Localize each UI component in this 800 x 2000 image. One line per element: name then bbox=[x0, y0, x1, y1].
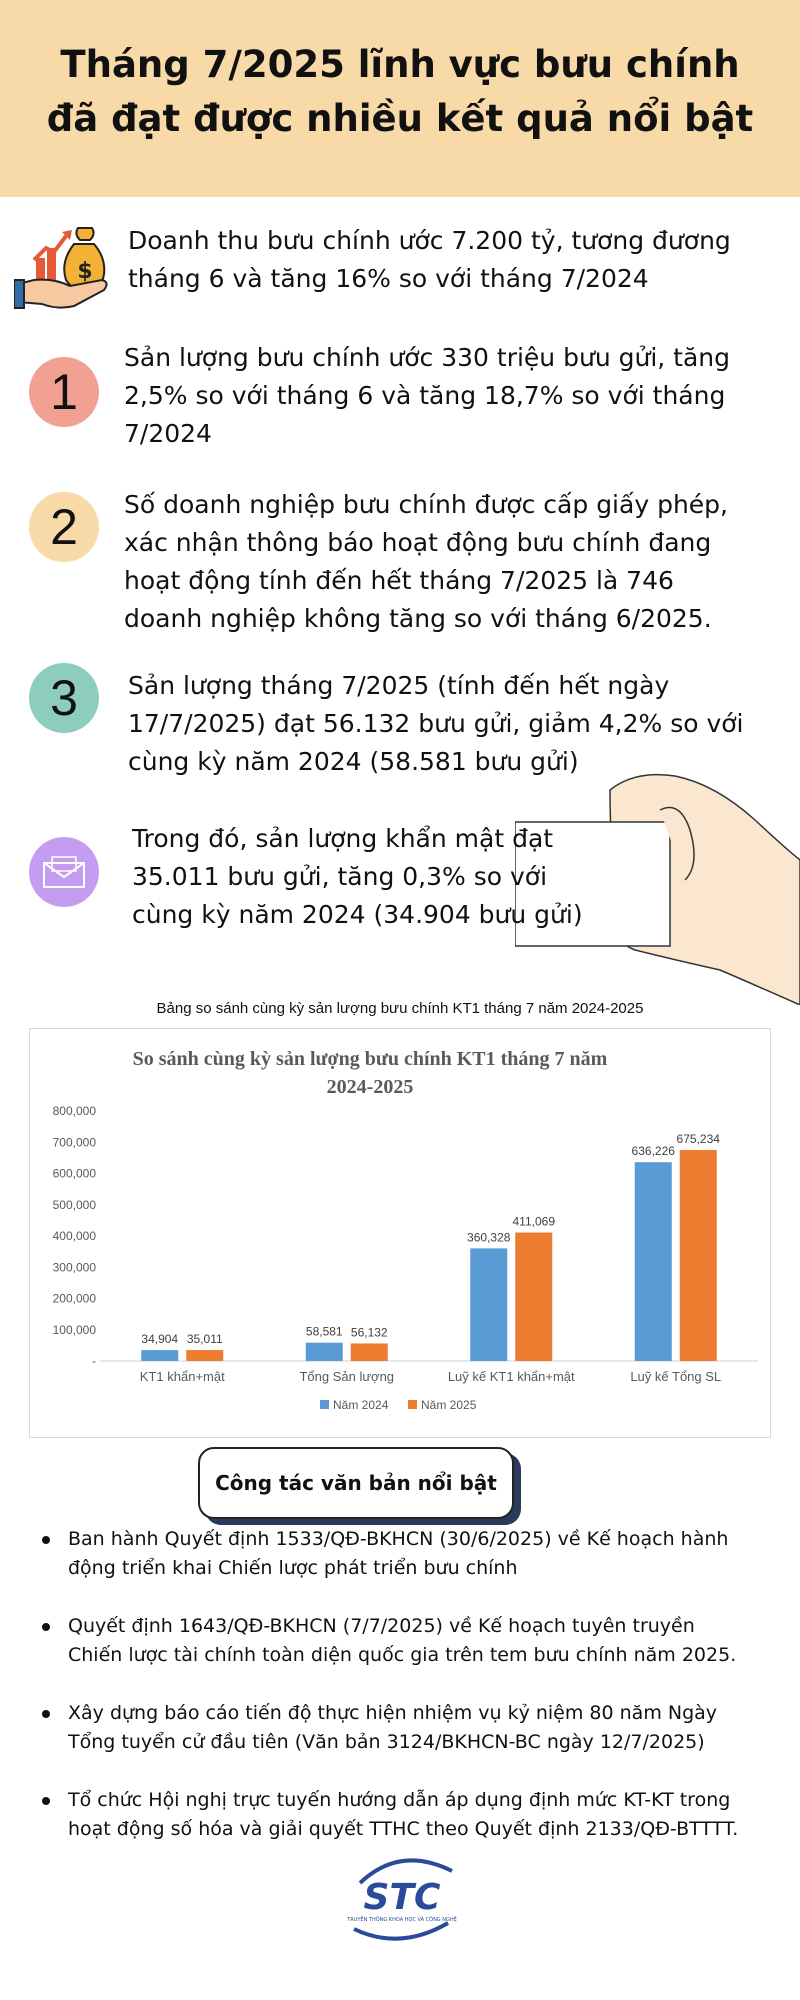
text-line: Quyết định 1643/QĐ-BKHCN (7/7/2025) về Kế hoạch tuyên truyền bbox=[68, 1615, 695, 1637]
x-tick-label: Luỹ kế KT1 khẩn+mật bbox=[447, 1369, 575, 1384]
stat-volume-text bbox=[124, 339, 730, 453]
data-label: 636,226 bbox=[631, 1144, 675, 1159]
x-tick-label: Tổng Sản lượng bbox=[299, 1369, 395, 1384]
y-tick-label: - bbox=[92, 1354, 96, 1368]
chart-caption: Bảng so sánh cùng kỳ sản lượng bưu chính KT1 tháng 7 năm 2024-2025 bbox=[156, 1000, 644, 1017]
text-line: Sản lượng tháng 7/2025 (tính đến hết ngày bbox=[128, 671, 670, 700]
list-item bbox=[40, 1699, 772, 1757]
y-tick-label: 300,000 bbox=[52, 1260, 96, 1275]
stat-urgent-secret bbox=[0, 812, 800, 942]
legend-swatch bbox=[320, 1400, 329, 1409]
list-item bbox=[40, 1612, 772, 1670]
money-bag-growth-icon bbox=[14, 218, 110, 313]
header-banner bbox=[0, 0, 800, 197]
y-tick-label: 200,000 bbox=[52, 1291, 96, 1306]
chart-title-line-1: So sánh cùng kỳ sản lượng bưu chính KT1 tháng 7 năm bbox=[132, 1048, 608, 1070]
bullet-dot bbox=[42, 1536, 50, 1544]
bar-chart bbox=[29, 1028, 771, 1438]
bullet-dot bbox=[42, 1710, 50, 1718]
mail-envelope-icon bbox=[42, 855, 86, 889]
bar bbox=[470, 1248, 507, 1361]
y-tick-label: 100,000 bbox=[52, 1322, 96, 1337]
data-label: 360,328 bbox=[467, 1230, 511, 1245]
text-line: tháng 6 và tăng 16% so với tháng 7/2024 bbox=[128, 264, 649, 293]
text-line: 17/7/2025) đạt 56.132 bưu gửi, giảm 4,2% so với bbox=[128, 709, 744, 738]
chart-plot bbox=[30, 1029, 770, 1437]
text-line: Tổ chức Hội nghị trực tuyến hướng dẫn áp dụng định mức KT-KT trong bbox=[68, 1789, 731, 1811]
text-line: Xây dựng báo cáo tiến độ thực hiện nhiệm vụ kỷ niệm 80 năm Ngày bbox=[68, 1702, 718, 1724]
stat-kt1-volume bbox=[0, 660, 800, 790]
text-line: Trong đó, sản lượng khẩn mật đạt bbox=[132, 824, 554, 853]
text-line: Ban hành Quyết định 1533/QĐ-BKHCN (30/6/2025) về Kế hoạch hành bbox=[68, 1528, 729, 1550]
bar bbox=[306, 1343, 343, 1361]
bar bbox=[141, 1350, 178, 1361]
bullet-dot bbox=[42, 1623, 50, 1631]
number-circle-2: 2 bbox=[29, 492, 99, 562]
y-tick-label: 600,000 bbox=[52, 1166, 96, 1181]
bar bbox=[515, 1233, 552, 1361]
stat-volume bbox=[0, 335, 800, 465]
document-list bbox=[40, 1525, 772, 1844]
bar bbox=[186, 1350, 223, 1361]
text-line: cùng kỳ năm 2024 (58.581 bưu gửi) bbox=[128, 747, 579, 776]
legend-label: Năm 2024 bbox=[333, 1398, 389, 1412]
text-line: động triển khai Chiến lược phát triển bưu chính bbox=[68, 1557, 518, 1579]
title-line-2: đã đạt được nhiều kết quả nổi bật bbox=[46, 97, 754, 140]
chart-title-line-2: 2024-2025 bbox=[326, 1076, 414, 1098]
y-tick-label: 800,000 bbox=[52, 1104, 96, 1118]
number-circle-3: 3 bbox=[29, 663, 99, 733]
text-line: cùng kỳ năm 2024 (34.904 bưu gửi) bbox=[132, 900, 583, 929]
text-line: Số doanh nghiệp bưu chính được cấp giấy phép, bbox=[124, 490, 728, 519]
text-line: 35.011 bưu gửi, tăng 0,3% so với bbox=[132, 862, 548, 891]
data-label: 58,581 bbox=[305, 1324, 343, 1339]
logo-tagline: TRUYỀN THÔNG KHOA HỌC VÀ CÔNG NGHỆ bbox=[347, 1917, 457, 1923]
legend-swatch bbox=[408, 1400, 417, 1409]
legend-label: Năm 2025 bbox=[421, 1398, 477, 1412]
number-circle-1: 1 bbox=[29, 357, 99, 427]
data-label: 411,069 bbox=[512, 1214, 555, 1229]
data-label: 675,234 bbox=[676, 1131, 720, 1146]
text-line: Chiến lược tài chính toàn diện quốc gia trên tem bưu chính năm 2025. bbox=[68, 1644, 737, 1666]
data-label: 34,904 bbox=[141, 1332, 179, 1347]
list-item bbox=[40, 1786, 772, 1844]
bar bbox=[635, 1162, 672, 1361]
page-title bbox=[0, 38, 800, 146]
bullet-dot bbox=[42, 1797, 50, 1805]
text-line: hoạt động tính đến hết tháng 7/2025 là 746 bbox=[124, 566, 674, 595]
title-line-1: Tháng 7/2025 lĩnh vực bưu chính bbox=[60, 43, 740, 86]
y-tick-label: 400,000 bbox=[52, 1229, 96, 1243]
x-tick-label: Luỹ kế Tổng SL bbox=[630, 1369, 722, 1384]
text-line: Tổng tuyển cử đầu tiên (Văn bản 3124/BKHCN-BC ngày 12/7/2025) bbox=[68, 1731, 705, 1753]
text-line: hoạt động số hóa và giải quyết TTHC theo Quyết định 2133/QĐ-BTTTT. bbox=[68, 1818, 739, 1840]
bar bbox=[680, 1150, 717, 1361]
text-line: Sản lượng bưu chính ước 330 triệu bưu gửi, tăng bbox=[124, 343, 730, 372]
bar bbox=[351, 1343, 388, 1361]
list-item bbox=[40, 1525, 772, 1583]
x-tick-label: KT1 khẩn+mật bbox=[139, 1369, 225, 1384]
stat-urgent-secret-text bbox=[132, 820, 583, 934]
text-line: doanh nghiệp không tăng so với tháng 6/2025. bbox=[124, 604, 712, 633]
stat-revenue-text bbox=[128, 222, 731, 298]
y-tick-label: 500,000 bbox=[52, 1197, 96, 1212]
y-tick-label: 700,000 bbox=[52, 1135, 96, 1150]
mail-circle bbox=[29, 837, 99, 907]
text-line: 2,5% so với tháng 6 và tăng 18,7% so với tháng bbox=[124, 381, 726, 410]
stat-revenue bbox=[0, 215, 800, 315]
text-line: Doanh thu bưu chính ước 7.200 tỷ, tương đương bbox=[128, 226, 731, 255]
stat-enterprises bbox=[0, 482, 800, 642]
svg-text:$: $ bbox=[77, 259, 93, 284]
stc-logo bbox=[340, 1853, 465, 1953]
logo-text: STC bbox=[363, 1877, 441, 1918]
section-title: Công tác văn bản nổi bật bbox=[198, 1447, 514, 1519]
stat-enterprises-text bbox=[124, 486, 728, 638]
data-label: 35,011 bbox=[186, 1332, 223, 1347]
stat-kt1-volume-text bbox=[128, 667, 744, 781]
data-label: 56,132 bbox=[350, 1325, 388, 1340]
text-line: xác nhận thông báo hoạt động bưu chính đang bbox=[124, 528, 712, 557]
text-line: 7/2024 bbox=[124, 419, 212, 448]
